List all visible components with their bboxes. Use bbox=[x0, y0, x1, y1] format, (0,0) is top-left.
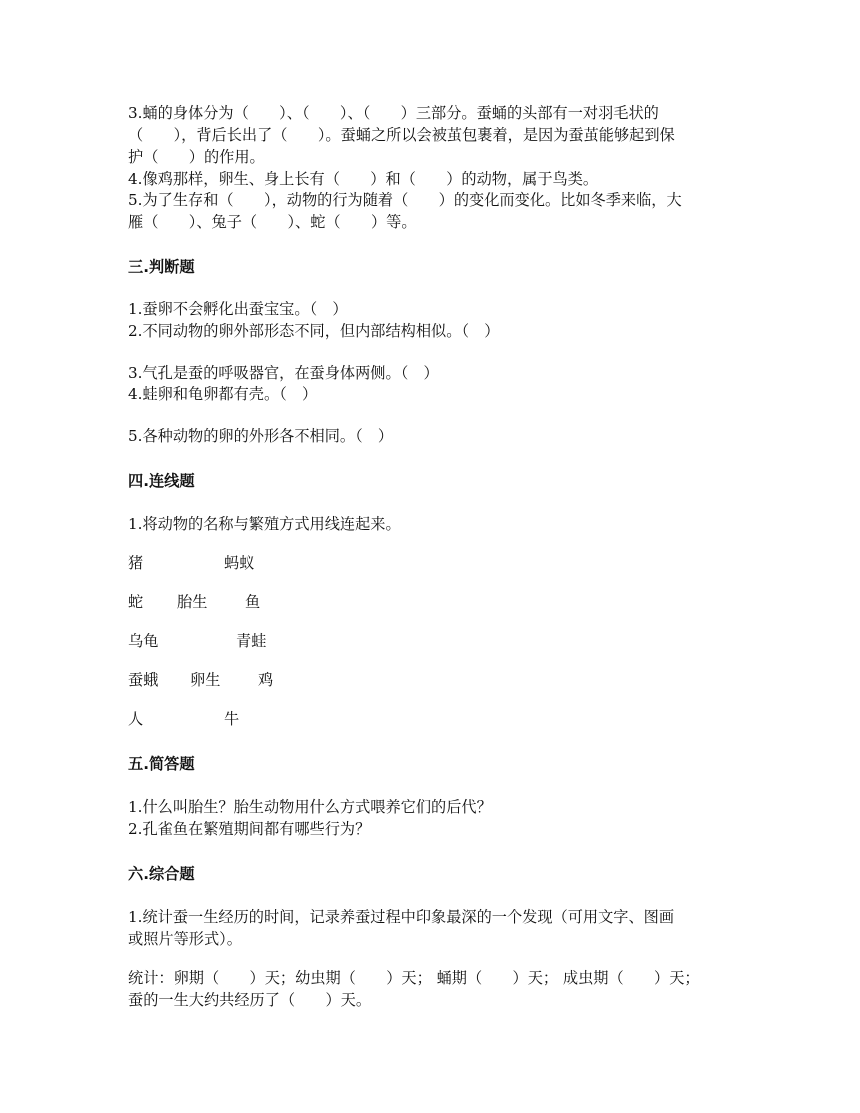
match-middle-2: 卵生 bbox=[190, 671, 221, 689]
match-middle-1: 胎生 bbox=[177, 593, 208, 611]
stat-line-2: 蚕的一生大约共经历了（ ）天。 bbox=[128, 991, 371, 1009]
matching-heading: 四.连线题 bbox=[128, 472, 195, 490]
comprehensive-q1-line-2: 或照片等形式）。 bbox=[128, 930, 242, 948]
judge-item-2: 2.不同动物的卵外部形态不同，但内部结构相似。（ ） bbox=[128, 322, 500, 340]
stat-line-1: 统计：卵期（ ）天；幼虫期（ ）天； 蛹期（ ）天； 成虫期（ ）天； bbox=[128, 969, 700, 987]
comprehensive-q1-line-1: 1.统计蚕一生经历的时间，记录养蚕过程中印象最深的一个发现（可用文字、图画 bbox=[128, 908, 675, 926]
comprehensive-heading: 六.综合题 bbox=[128, 865, 195, 883]
match-left-4: 蚕蛾 bbox=[128, 671, 159, 689]
match-left-2: 蛇 bbox=[128, 593, 144, 611]
judge-item-5: 5.各种动物的卵的外形各不相同。（ ） bbox=[128, 427, 394, 445]
judge-item-1: 1.蚕卵不会孵化出蚕宝宝。（ ） bbox=[128, 300, 348, 318]
match-right-3: 青蛙 bbox=[236, 632, 267, 650]
q3-line-3: 护（ ）的作用。 bbox=[128, 148, 265, 166]
q3-line-2: （ ），背后长出了（ ）。蚕蛹之所以会被茧包裹着，是因为蚕茧能够起到保 bbox=[128, 126, 675, 144]
match-right-5: 牛 bbox=[224, 710, 240, 728]
judge-item-4: 4.蛙卵和龟卵都有壳。（ ） bbox=[128, 385, 318, 403]
short-answer-item-2: 2.孔雀鱼在繁殖期间都有哪些行为？ bbox=[128, 820, 371, 838]
short-answer-item-1: 1.什么叫胎生？胎生动物用什么方式喂养它们的后代？ bbox=[128, 798, 492, 816]
match-right-1: 蚂蚁 bbox=[224, 554, 255, 572]
match-left-5: 人 bbox=[128, 710, 144, 728]
match-right-2: 鱼 bbox=[245, 593, 261, 611]
judge-item-3: 3.气孔是蚕的呼吸器官，在蚕身体两侧。（ ） bbox=[128, 364, 439, 382]
match-left-3: 乌龟 bbox=[128, 632, 159, 650]
q3-line-1: 3.蛹的身体分为（ ）、（ ）、（ ）三部分。蚕蛹的头部有一对羽毛状的 bbox=[128, 104, 659, 122]
short-answer-heading: 五.简答题 bbox=[128, 755, 195, 773]
match-right-4: 鸡 bbox=[258, 671, 274, 689]
q5-line-2: 雁（ ）、兔子（ ）、蛇（ ）等。 bbox=[128, 213, 417, 231]
q5-line-1: 5.为了生存和（ ），动物的行为随着（ ）的变化而变化。比如冬季来临，大 bbox=[128, 191, 682, 209]
judge-heading: 三.判断题 bbox=[128, 258, 195, 276]
match-left-1: 猪 bbox=[128, 554, 144, 572]
q4-text: 4.像鸡那样，卵生、身上长有（ ）和（ ）的动物，属于鸟类。 bbox=[128, 170, 599, 188]
matching-prompt: 1.将动物的名称与繁殖方式用线连起来。 bbox=[128, 515, 401, 533]
